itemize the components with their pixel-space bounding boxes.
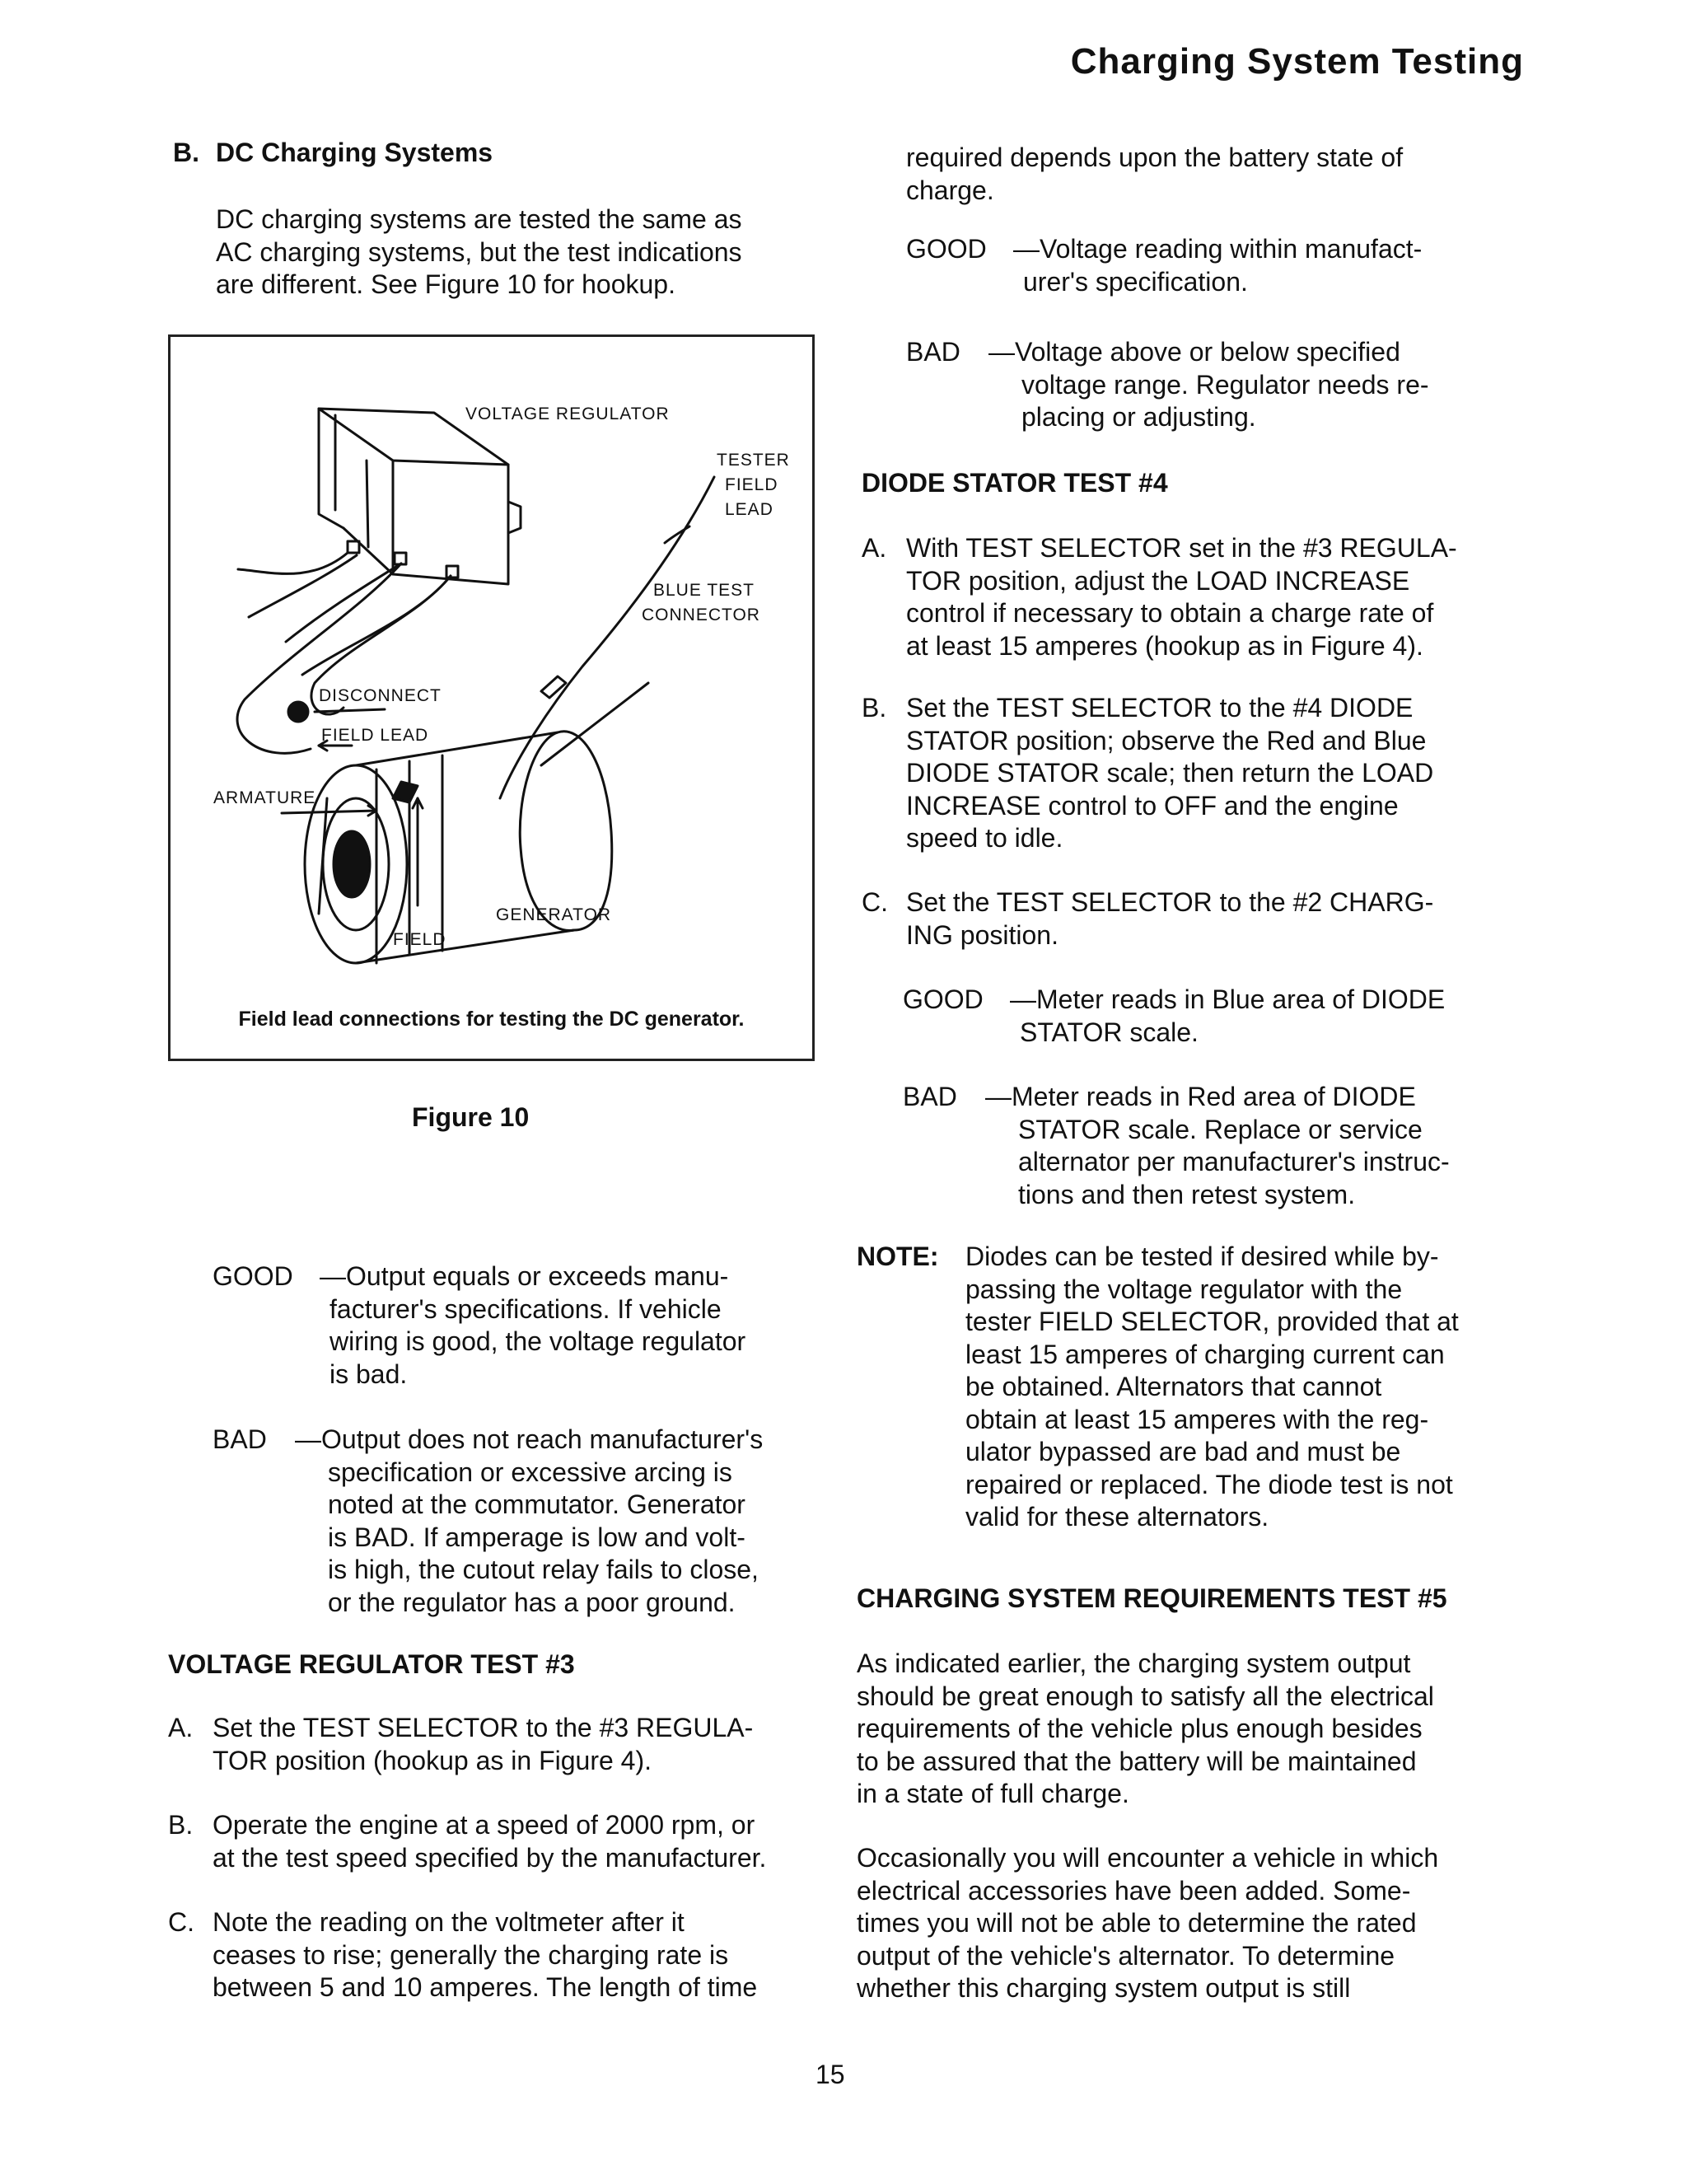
- text-line: —Output does not reach manufacturer's: [295, 1424, 764, 1454]
- text-line: speed to idle.: [906, 823, 1063, 853]
- text-line: output of the vehicle's alternator. To determine: [857, 1940, 1395, 1971]
- text-line: noted at the commutator. Generator: [328, 1490, 745, 1519]
- bad-label: BAD: [906, 337, 960, 367]
- step-label: C.: [862, 887, 888, 917]
- text-line: tions and then retest system.: [1018, 1179, 1356, 1209]
- text-line: STATOR position; observe the Red and Blue: [906, 725, 1427, 755]
- text-line: —Voltage reading within manufact-: [1013, 234, 1423, 264]
- text-line: is bad.: [329, 1359, 408, 1389]
- text-line: are different. See Figure 10 for hookup.: [216, 269, 675, 299]
- step-content: [906, 532, 1512, 662]
- text-line: times you will not be able to determine the rated: [857, 1908, 1417, 1938]
- text-line: —Output equals or exceeds manu-: [320, 1261, 729, 1291]
- text-line: repaired or replaced. The diode test is not: [965, 1469, 1453, 1499]
- text-line: AC charging systems, but the test indications: [216, 236, 742, 267]
- bad-content: [295, 1424, 817, 1619]
- text-line: wiring is good, the voltage regulator: [329, 1326, 746, 1356]
- text-line: Diodes can be tested if desired while by-: [965, 1242, 1439, 1271]
- step-content: [213, 1712, 819, 1777]
- text-line: passing the voltage regulator with the: [965, 1274, 1403, 1304]
- text-line: STATOR scale.: [1020, 1017, 1199, 1047]
- right-continuation: [906, 142, 1512, 207]
- label-field: FIELD: [725, 475, 778, 494]
- label-voltage-regulator: VOLTAGE REGULATOR: [465, 405, 670, 423]
- text-line: valid for these alternators.: [965, 1502, 1269, 1532]
- good-label: GOOD: [213, 1261, 293, 1291]
- text-line: between 5 and 10 amperes. The length of time: [213, 1972, 758, 2002]
- text-line: Set the TEST SELECTOR to the #4 DIODE: [906, 693, 1414, 723]
- text-line: is high, the cutout relay fails to close,: [328, 1555, 759, 1584]
- figure-10-box: [168, 334, 815, 1061]
- csr-heading: CHARGING SYSTEM REQUIREMENTS TEST #5: [857, 1583, 1447, 1613]
- generator-diagram: [171, 337, 812, 996]
- text-line: Set the TEST SELECTOR to the #3 REGULA-: [213, 1713, 754, 1742]
- bad-content: [988, 336, 1511, 434]
- figure-title: Figure 10: [412, 1102, 530, 1132]
- note-label: NOTE:: [857, 1242, 939, 1271]
- step-label: C.: [168, 1907, 194, 1937]
- section-b-label: B.: [173, 138, 199, 167]
- label-connector: CONNECTOR: [642, 606, 760, 624]
- text-line: requirements of the vehicle plus enough besides: [857, 1714, 1423, 1743]
- text-line: STATOR scale. Replace or service: [1018, 1114, 1423, 1144]
- text-line: voltage range. Regulator needs re-: [1021, 369, 1429, 400]
- text-line: INCREASE control to OFF and the engine: [906, 790, 1399, 821]
- text-line: urer's specification.: [1023, 266, 1248, 297]
- step-label: B.: [168, 1810, 194, 1840]
- text-line: Set the TEST SELECTOR to the #2 CHARG-: [906, 887, 1434, 917]
- text-line: whether this charging system output is still: [857, 1973, 1351, 2003]
- note-content: [965, 1241, 1512, 1534]
- text-line: at the test speed specified by the manufacturer.: [213, 1842, 767, 1873]
- text-line: required depends upon the battery state of: [906, 143, 1404, 172]
- text-line: electrical accessories have been added. Some-: [857, 1875, 1411, 1906]
- step-content: [213, 1809, 819, 1874]
- label-field-bottom: FIELD: [393, 930, 446, 949]
- text-line: obtain at least 15 amperes with the reg-: [965, 1404, 1429, 1434]
- text-line: TOR position, adjust the LOAD INCREASE: [906, 565, 1410, 596]
- step-content: [906, 886, 1512, 952]
- good-content: [320, 1260, 817, 1391]
- text-line: should be great enough to satisfy all the electrical: [857, 1681, 1434, 1711]
- text-line: —Voltage above or below specified: [988, 337, 1400, 367]
- label-blue-test: BLUE TEST: [653, 581, 755, 600]
- text-line: least 15 amperes of charging current can: [965, 1339, 1445, 1369]
- text-line: charge.: [906, 175, 994, 205]
- csr-paragraph-1: [857, 1648, 1512, 1811]
- text-line: —Meter reads in Red area of DIODE: [985, 1082, 1416, 1111]
- label-disconnect: DISCONNECT: [319, 686, 442, 705]
- text-line: control if necessary to obtain a charge rate of: [906, 598, 1434, 628]
- voltage-regulator-drawing: [319, 409, 521, 584]
- good-label: GOOD: [903, 984, 984, 1014]
- text-line: Operate the engine at a speed of 2000 rpm, or: [213, 1810, 755, 1840]
- step-content: [213, 1906, 819, 2004]
- bad-label: BAD: [213, 1424, 267, 1454]
- figure-caption: Field lead connections for testing the DC generator.: [238, 1008, 745, 1031]
- generator-drawing: [305, 732, 612, 963]
- step-label: A.: [168, 1713, 194, 1742]
- label-generator: GENERATOR: [496, 905, 612, 924]
- bad-label: BAD: [903, 1082, 957, 1111]
- text-line: in a state of full charge.: [857, 1779, 1129, 1808]
- text-line: Occasionally you will encounter a vehicle in which: [857, 1843, 1439, 1873]
- text-line: is BAD. If amperage is low and volt-: [328, 1522, 745, 1552]
- text-line: —Meter reads in Blue area of DIODE: [1010, 984, 1446, 1014]
- text-line: placing or adjusting.: [1021, 402, 1256, 432]
- text-line: alternator per manufacturer's instruc-: [1018, 1147, 1450, 1176]
- text-line: ceases to rise; generally the charging rate is: [213, 1939, 729, 1970]
- text-line: tester FIELD SELECTOR, provided that at: [965, 1307, 1459, 1336]
- text-line: specification or excessive arcing is: [328, 1457, 732, 1487]
- bad-content: [985, 1081, 1512, 1211]
- label-tester: TESTER: [717, 451, 790, 470]
- section-b-heading: DC Charging Systems: [216, 138, 493, 167]
- text-line: ulator bypassed are bad and must be: [965, 1437, 1401, 1466]
- page-number: 15: [815, 2060, 845, 2089]
- label-armature: ARMATURE: [213, 788, 316, 807]
- good-label: GOOD: [906, 234, 987, 264]
- step-label: A.: [862, 533, 887, 563]
- csr-paragraph-2: [857, 1842, 1512, 2005]
- text-line: to be assured that the battery will be maintained: [857, 1746, 1417, 1776]
- text-line: Note the reading on the voltmeter after it: [213, 1907, 685, 1937]
- good-content: [1010, 984, 1512, 1049]
- section-b-paragraph: [216, 203, 817, 302]
- diode-heading: DIODE STATOR TEST #4: [862, 468, 1168, 498]
- text-line: DIODE STATOR scale; then return the LOAD: [906, 758, 1434, 788]
- text-line: With TEST SELECTOR set in the #3 REGULA-: [906, 533, 1457, 563]
- text-line: be obtained. Alternators that cannot: [965, 1372, 1382, 1401]
- text-line: TOR position (hookup as in Figure 4).: [213, 1745, 652, 1775]
- vr-test-heading: VOLTAGE REGULATOR TEST #3: [168, 1649, 575, 1679]
- step-label: B.: [862, 693, 887, 723]
- text-line: ING position.: [906, 919, 1058, 950]
- step-content: [906, 692, 1512, 855]
- text-line: As indicated earlier, the charging system output: [857, 1649, 1411, 1678]
- label-field-lead: FIELD LEAD: [321, 726, 429, 745]
- text-line: at least 15 amperes (hookup as in Figure 4).: [906, 630, 1423, 661]
- text-line: facturer's specifications. If vehicle: [329, 1293, 722, 1324]
- text-line: DC charging systems are tested the same as: [216, 204, 742, 234]
- page-title: Charging System Testing: [1070, 41, 1524, 82]
- label-lead: LEAD: [725, 500, 773, 519]
- good-content: [1013, 233, 1511, 298]
- text-line: or the regulator has a poor ground.: [328, 1587, 736, 1617]
